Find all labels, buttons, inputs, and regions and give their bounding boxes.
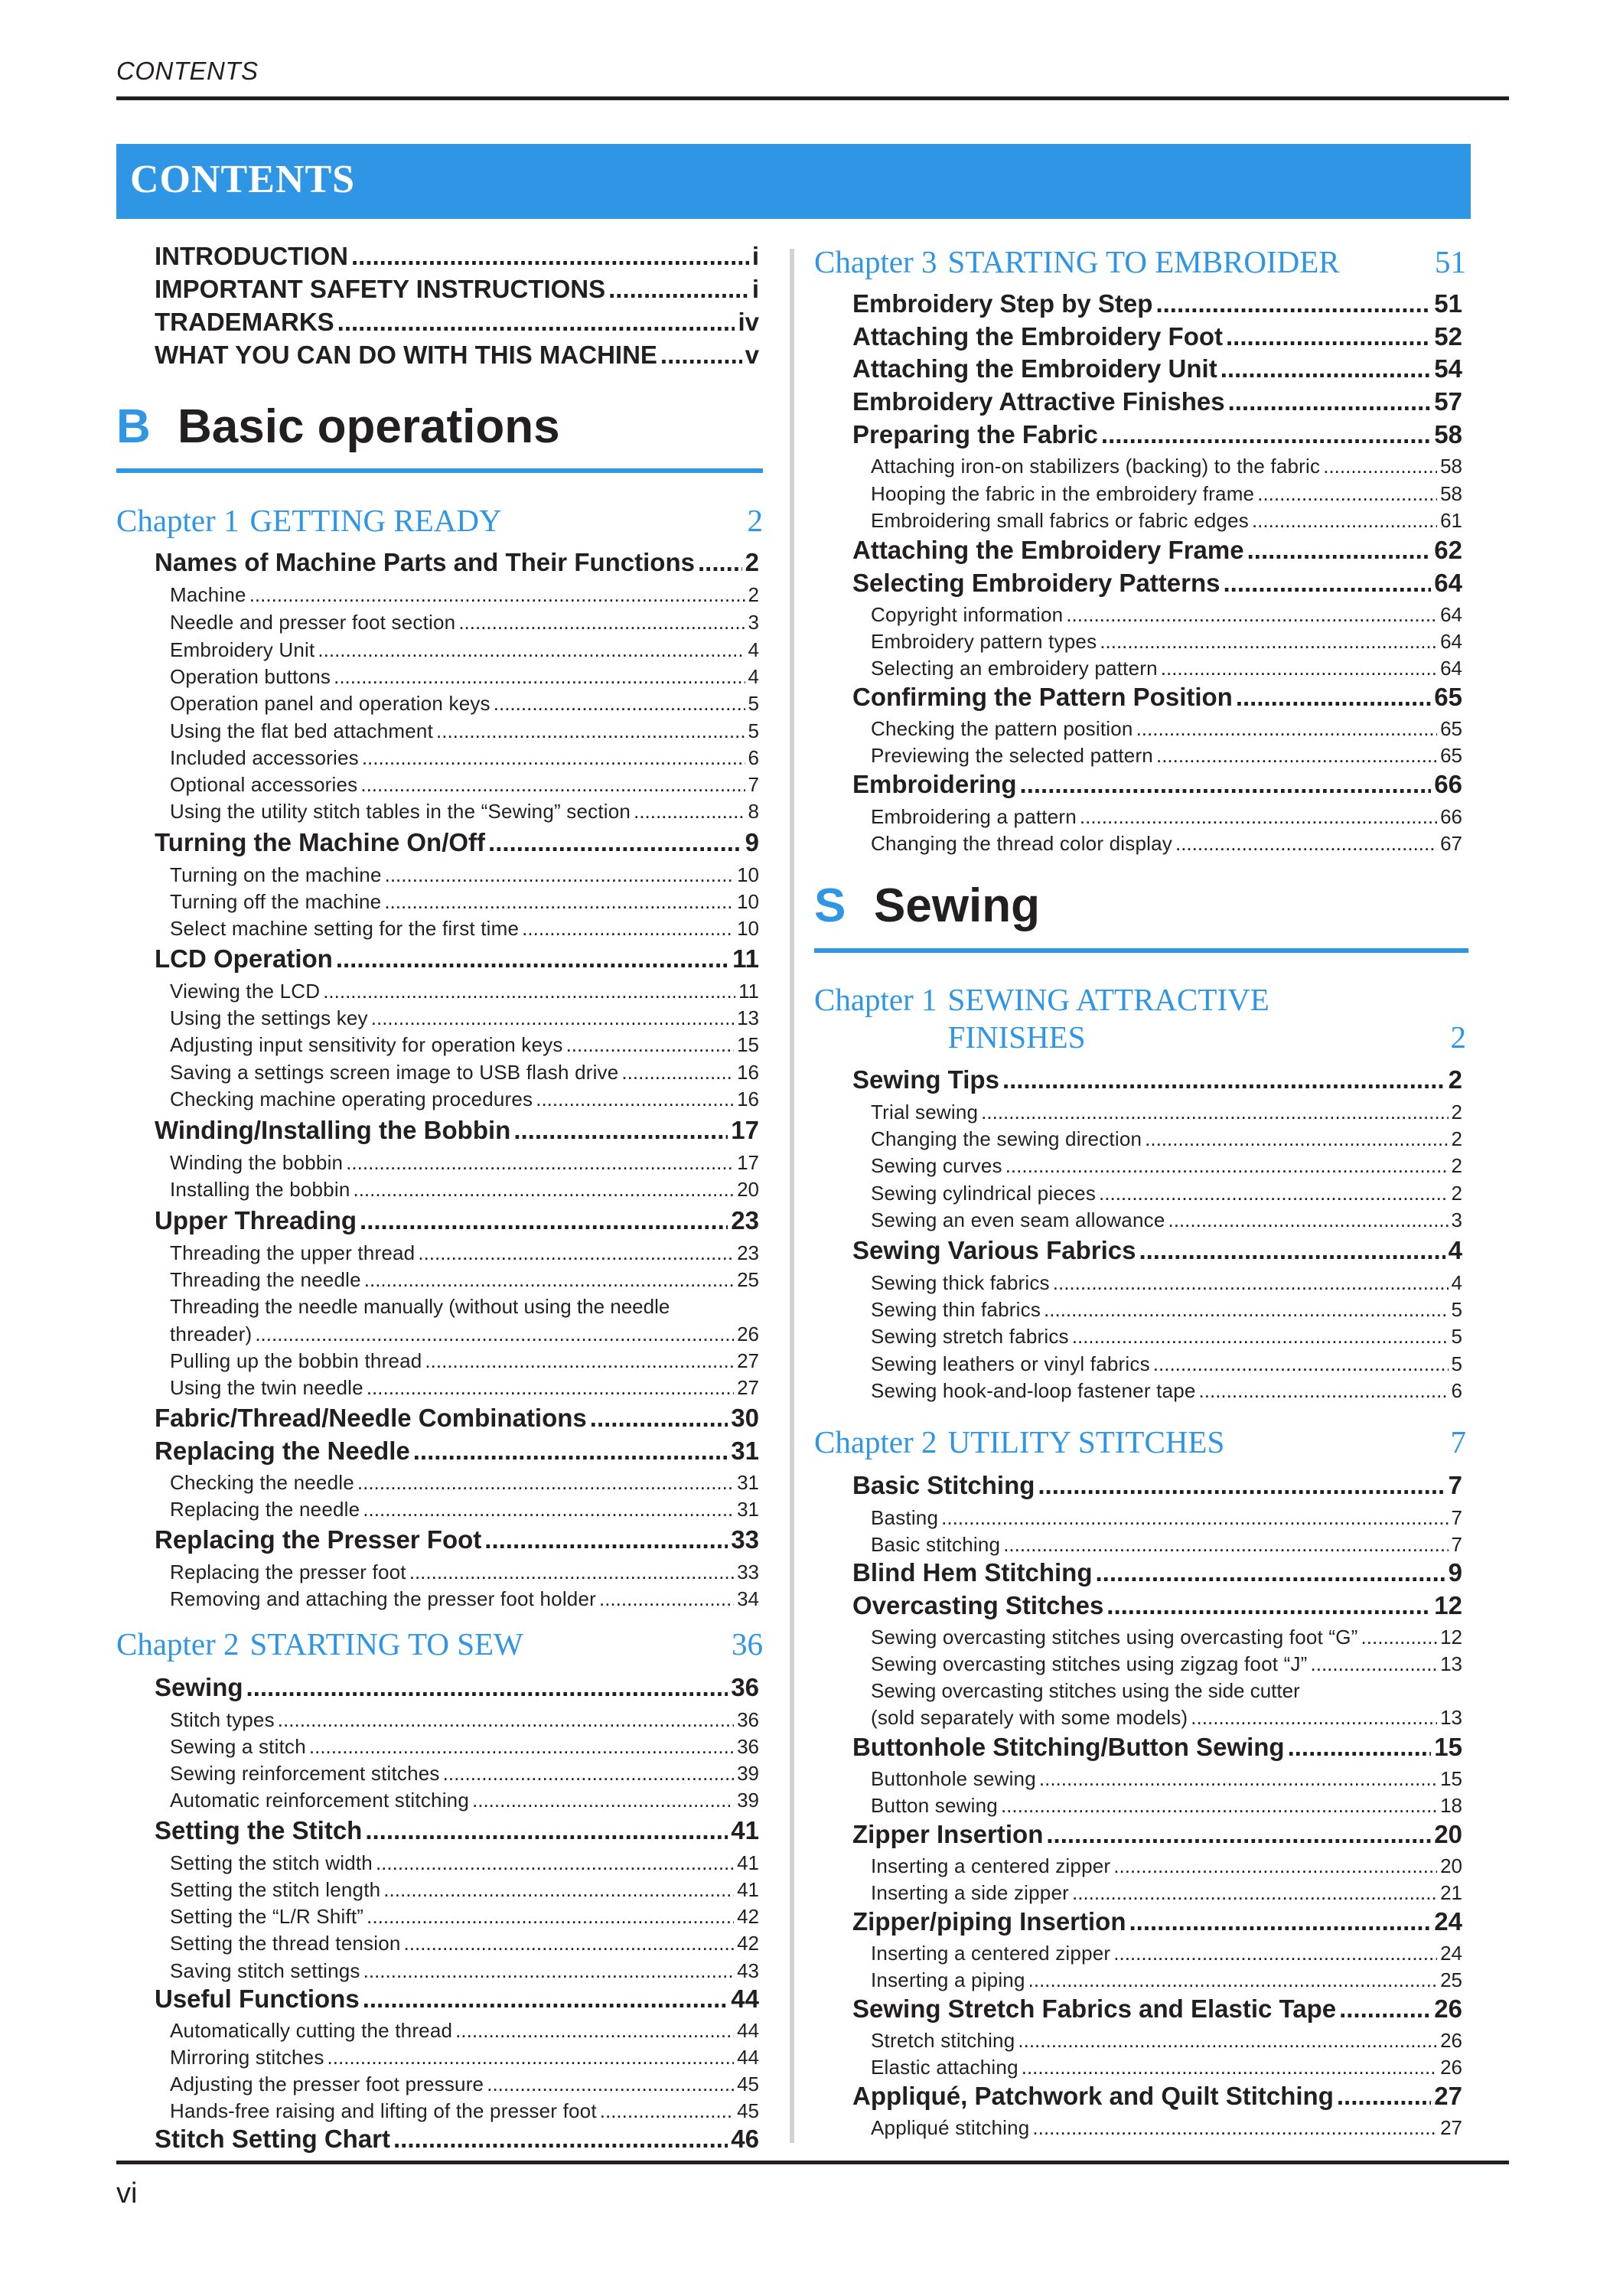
toc-subentry[interactable]: Winding the bobbin ..... 17	[170, 1151, 759, 1175]
toc-subentry[interactable]: Selecting an embroidery pattern ..... 64	[871, 657, 1462, 680]
toc-entry[interactable]: Names of Machine Parts and Their Functions ..... 2	[155, 548, 759, 577]
toc-subentry[interactable]: Machine ..... 2	[170, 583, 759, 607]
toc-subentry[interactable]: Sewing hook-and-loop fastener tape ..... 6	[871, 1379, 1462, 1403]
toc-subentry[interactable]: Checking machine operating procedures ..... 16	[170, 1088, 759, 1111]
toc-subentry[interactable]: Using the utility stitch tables in the “Sewing” section ..... 8	[170, 800, 759, 823]
part-s-letter: S	[814, 879, 846, 932]
toc-subentry[interactable]: Checking the needle ..... 31	[170, 1471, 759, 1495]
top-rule	[116, 96, 1509, 100]
toc-subentry[interactable]: Embroidering a pattern ..... 66	[871, 805, 1462, 829]
bottom-rule	[116, 2161, 1509, 2164]
toc-entry[interactable]: Upper Threading ..... 23	[155, 1206, 759, 1235]
toc-entry[interactable]: INTRODUCTION ..... i	[155, 242, 759, 271]
toc-subentry[interactable]: Appliqué stitching ..... 27	[871, 2116, 1462, 2140]
contents-banner-title: CONTENTS	[130, 158, 356, 201]
toc-subentry[interactable]: Installing the bobbin ..... 20	[170, 1178, 759, 1202]
toc-subentry[interactable]: Removing and attaching the presser foot holder ..... 34	[170, 1587, 759, 1611]
toc-subentry[interactable]: (sold separately with some models) ..... 13	[871, 1706, 1462, 1730]
toc-subentry[interactable]: Turning on the machine ..... 10	[170, 863, 759, 887]
toc-entry[interactable]: IMPORTANT SAFETY INSTRUCTIONS ..... i	[155, 275, 759, 304]
toc-subentry[interactable]: Buttonhole sewing ..... 15	[871, 1767, 1462, 1791]
toc-subentry[interactable]: Turning off the machine ..... 10	[170, 890, 759, 914]
toc-subentry[interactable]: Sewing leathers or vinyl fabrics ..... 5	[871, 1352, 1462, 1376]
toc-subentry[interactable]: Sewing thick fabrics ..... 4	[871, 1271, 1462, 1295]
toc-entry[interactable]: Embroidery Step by Step ..... 51	[852, 289, 1462, 318]
toc-subentry[interactable]: Select machine setting for the first time ..... 10	[170, 917, 759, 941]
toc-subentry[interactable]: Changing the thread color display ..... 67	[871, 832, 1462, 856]
part-s-rule	[814, 948, 1468, 953]
toc-entry[interactable]: TRADEMARKS ..... iv	[155, 308, 759, 337]
toc-entry[interactable]: Sewing ..... 36	[155, 1673, 759, 1702]
chapter-heading-cont[interactable]: FINISHES 2	[947, 1019, 1466, 1055]
toc-entry[interactable]: Useful Functions ..... 44	[155, 1985, 759, 2014]
part-b-letter: B	[116, 400, 151, 453]
toc-entry[interactable]: Attaching the Embroidery Foot ..... 52	[852, 322, 1462, 351]
chapter-heading[interactable]: Chapter 1 GETTING READY 2	[116, 503, 763, 538]
toc-subentry[interactable]: Using the settings key ..... 13	[170, 1006, 759, 1030]
toc-subentry[interactable]: threader) ..... 26	[170, 1322, 759, 1346]
column-separator	[790, 249, 794, 2143]
toc-subentry[interactable]: Previewing the selected pattern ..... 65	[871, 744, 1462, 768]
toc-subentry[interactable]: Embroidery pattern types ..... 64	[871, 630, 1462, 654]
toc-subentry[interactable]: Threading the upper thread ..... 23	[170, 1241, 759, 1265]
toc-subentry[interactable]: Hands-free raising and lifting of the presser foot ..... 45	[170, 2099, 759, 2123]
toc-subentry[interactable]: Replacing the needle ..... 31	[170, 1498, 759, 1521]
toc-entry[interactable]: Replacing the Needle ..... 31	[155, 1437, 759, 1466]
toc-subentry[interactable]: Inserting a centered zipper ..... 20	[871, 1854, 1462, 1878]
toc-subentry[interactable]: Saving a settings screen image to USB flash drive ..... 16	[170, 1061, 759, 1084]
toc-subentry[interactable]: Sewing overcasting stitches using zigzag foot “J” ..... 13	[871, 1652, 1462, 1676]
part-b-title: Basic operations	[178, 400, 560, 453]
part-b-rule	[116, 468, 763, 473]
toc-entry[interactable]: Replacing the Presser Foot ..... 33	[155, 1525, 759, 1554]
toc-entry[interactable]: Selecting Embroidery Patterns ..... 64	[852, 569, 1462, 598]
toc-subentry[interactable]: Sewing cylindrical pieces ..... 2	[871, 1182, 1462, 1205]
toc-subentry[interactable]: Needle and presser foot section ..... 3	[170, 611, 759, 634]
toc-subentry[interactable]: Optional accessories ..... 7	[170, 773, 759, 797]
toc-subentry[interactable]: Setting the “L/R Shift” ..... 42	[170, 1905, 759, 1929]
toc-entry[interactable]: Zipper/piping Insertion ..... 24	[852, 1907, 1462, 1936]
toc-subentry[interactable]: Setting the thread tension ..... 42	[170, 1932, 759, 1955]
toc-entry[interactable]: Turning the Machine On/Off ..... 9	[155, 828, 759, 857]
toc-subentry-wrap[interactable]: Sewing overcasting stitches using the side cutter	[871, 1679, 1300, 1702]
toc-subentry[interactable]: Hooping the fabric in the embroidery frame ..... 58	[871, 482, 1462, 506]
toc-entry[interactable]: Stitch Setting Chart ..... 46	[155, 2125, 759, 2154]
toc-subentry[interactable]: Inserting a side zipper ..... 21	[871, 1881, 1462, 1905]
toc-subentry[interactable]: Threading the needle ..... 25	[170, 1268, 759, 1292]
toc-entry[interactable]: Attaching the Embroidery Frame ..... 62	[852, 536, 1462, 565]
toc-subentry[interactable]: Changing the sewing direction ..... 2	[871, 1127, 1462, 1151]
toc-subentry-wrap[interactable]: Threading the needle manually (without using the needle	[170, 1295, 670, 1318]
toc-subentry[interactable]: Embroidering small fabrics or fabric edges ..... 61	[871, 509, 1462, 533]
toc-entry[interactable]: Blind Hem Stitching ..... 9	[852, 1558, 1462, 1587]
running-head: CONTENTS	[116, 57, 259, 85]
toc-entry[interactable]: Sewing Tips ..... 2	[852, 1065, 1462, 1094]
toc-subentry[interactable]: Inserting a piping ..... 25	[871, 1968, 1462, 1992]
toc-subentry[interactable]: Mirroring stitches ..... 44	[170, 2046, 759, 2069]
toc-entry[interactable]: Embroidery Attractive Finishes ..... 57	[852, 387, 1462, 416]
toc-subentry[interactable]: Adjusting the presser foot pressure ..... 45	[170, 2073, 759, 2096]
toc-subentry[interactable]: Pulling up the bobbin thread ..... 27	[170, 1349, 759, 1373]
toc-subentry[interactable]: Elastic attaching ..... 26	[871, 2056, 1462, 2079]
page-number: vi	[116, 2177, 138, 2210]
toc-subentry[interactable]: Copyright information ..... 64	[871, 603, 1462, 627]
toc-subentry[interactable]: Basic stitching ..... 7	[871, 1533, 1462, 1557]
toc-subentry[interactable]: Automatically cutting the thread ..... 44	[170, 2019, 759, 2043]
toc-subentry[interactable]: Using the flat bed attachment ..... 5	[170, 719, 759, 743]
toc-entry[interactable]: Basic Stitching ..... 7	[852, 1471, 1462, 1500]
toc-subentry[interactable]: Sewing an even seam allowance ..... 3	[871, 1208, 1462, 1232]
toc-subentry[interactable]: Stretch stitching ..... 26	[871, 2029, 1462, 2053]
toc-subentry[interactable]: Attaching iron-on stabilizers (backing) to the fabric ..... 58	[871, 455, 1462, 478]
toc-subentry[interactable]: Sewing stretch fabrics ..... 5	[871, 1325, 1462, 1349]
toc-subentry[interactable]: Sewing a stitch ..... 36	[170, 1735, 759, 1759]
toc-subentry[interactable]: Replacing the presser foot ..... 33	[170, 1561, 759, 1584]
toc-subentry[interactable]: Checking the pattern position ..... 65	[871, 717, 1462, 741]
toc-subentry[interactable]: Viewing the LCD ..... 11	[170, 980, 759, 1003]
toc-entry[interactable]: WHAT YOU CAN DO WITH THIS MACHINE ..... v	[155, 341, 759, 370]
toc-subentry[interactable]: Basting ..... 7	[871, 1506, 1462, 1530]
toc-subentry[interactable]: Sewing curves ..... 2	[871, 1154, 1462, 1178]
toc-subentry[interactable]: Adjusting input sensitivity for operation keys ..... 15	[170, 1033, 759, 1057]
part-s-title: Sewing	[874, 879, 1041, 932]
chapter-heading[interactable]: Chapter 2 UTILITY STITCHES 7	[814, 1424, 1466, 1459]
toc-subentry[interactable]: Sewing reinforcement stitches ..... 39	[170, 1762, 759, 1786]
toc-entry[interactable]: Winding/Installing the Bobbin ..... 17	[155, 1116, 759, 1145]
toc-subentry[interactable]: Operation buttons ..... 4	[170, 665, 759, 689]
toc-entry[interactable]: Sewing Various Fabrics ..... 4	[852, 1236, 1462, 1265]
toc-entry[interactable]: Fabric/Thread/Needle Combinations ..... 30	[155, 1404, 759, 1433]
toc-entry[interactable]: Overcasting Stitches ..... 12	[852, 1591, 1462, 1620]
chapter-heading[interactable]: Chapter 1 SEWING ATTRACTIVE	[814, 982, 1269, 1017]
toc-subentry[interactable]: Setting the stitch length ..... 41	[170, 1878, 759, 1902]
toc-entry[interactable]: LCD Operation ..... 11	[155, 944, 759, 974]
toc-subentry[interactable]: Setting the stitch width ..... 41	[170, 1851, 759, 1875]
toc-subentry[interactable]: Saving stitch settings ..... 43	[170, 1959, 759, 1983]
toc-subentry[interactable]: Automatic reinforcement stitching ..... 39	[170, 1789, 759, 1812]
toc-entry[interactable]: Sewing Stretch Fabrics and Elastic Tape ..... 26	[852, 1994, 1462, 2024]
toc-entry[interactable]: Confirming the Pattern Position ..... 65	[852, 683, 1462, 712]
chapter-heading[interactable]: Chapter 2 STARTING TO SEW 36	[116, 1626, 763, 1662]
toc-subentry[interactable]: Button sewing ..... 18	[871, 1794, 1462, 1818]
chapter-heading[interactable]: Chapter 3 STARTING TO EMBROIDER 51	[814, 244, 1466, 279]
toc-subentry[interactable]: Stitch types ..... 36	[170, 1708, 759, 1732]
toc-entry[interactable]: Setting the Stitch ..... 41	[155, 1816, 759, 1845]
toc-entry[interactable]: Buttonhole Stitching/Button Sewing ..... 15	[852, 1733, 1462, 1762]
toc-subentry[interactable]: Operation panel and operation keys ..... 5	[170, 692, 759, 716]
toc-subentry[interactable]: Embroidery Unit ..... 4	[170, 638, 759, 662]
toc-subentry[interactable]: Included accessories ..... 6	[170, 746, 759, 770]
toc-entry[interactable]: Attaching the Embroidery Unit ..... 54	[852, 354, 1462, 383]
toc-subentry[interactable]: Inserting a centered zipper ..... 24	[871, 1942, 1462, 1965]
toc-subentry[interactable]: Using the twin needle ..... 27	[170, 1376, 759, 1400]
toc-entry[interactable]: Embroidering ..... 66	[852, 770, 1462, 799]
toc-entry[interactable]: Appliqué, Patchwork and Quilt Stitching ..... 27	[852, 2082, 1462, 2111]
toc-subentry[interactable]: Trial sewing ..... 2	[871, 1101, 1462, 1124]
toc-entry[interactable]: Preparing the Fabric ..... 58	[852, 420, 1462, 449]
toc-subentry[interactable]: Sewing thin fabrics ..... 5	[871, 1298, 1462, 1322]
toc-entry[interactable]: Zipper Insertion ..... 20	[852, 1820, 1462, 1849]
toc-subentry[interactable]: Sewing overcasting stitches using overcasting foot “G” ..... 12	[871, 1626, 1462, 1649]
